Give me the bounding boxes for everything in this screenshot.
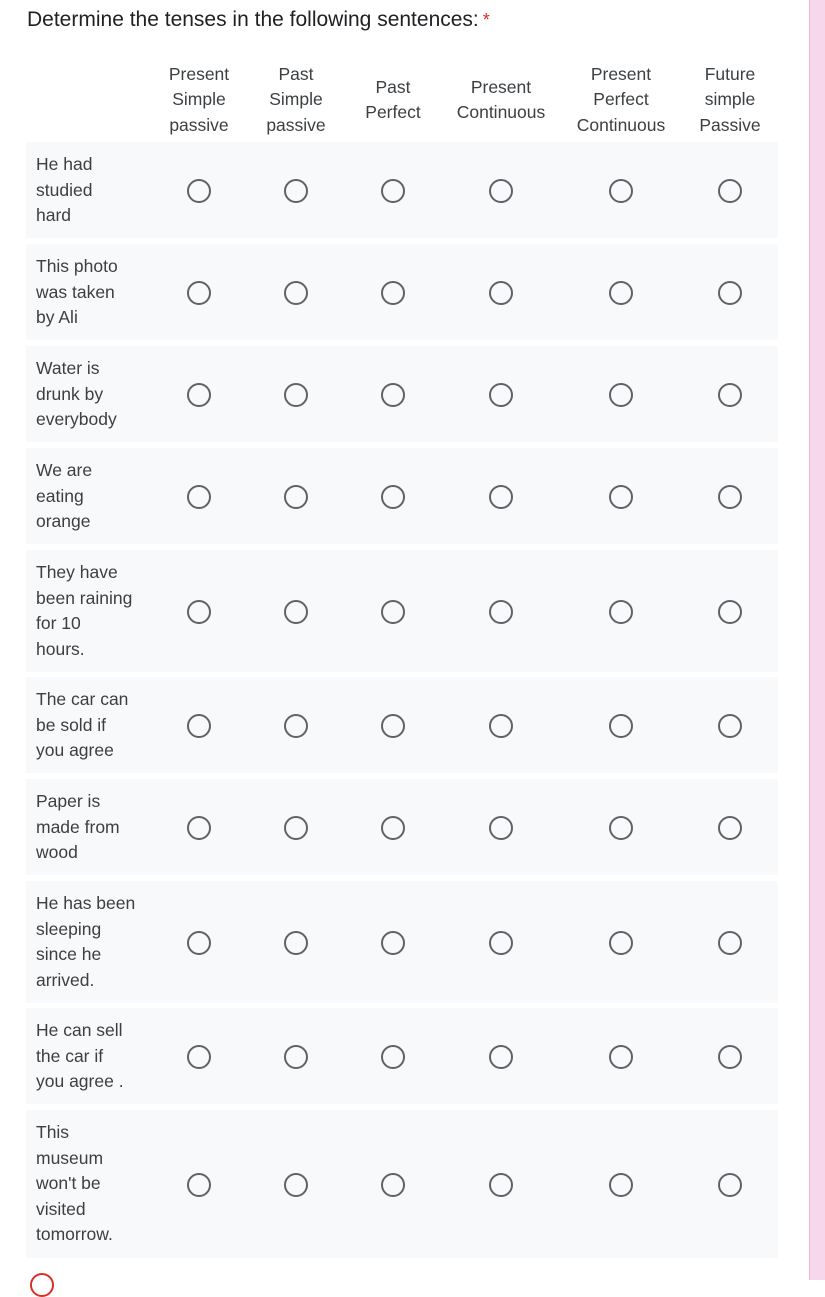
radio-button[interactable] [381,816,405,840]
radio-button[interactable] [381,179,405,203]
row-label-line: Water is [36,358,100,378]
row-label-line: hard [36,205,72,225]
radio-button[interactable] [718,1173,742,1197]
radio-button[interactable] [187,816,211,840]
radio-button[interactable] [489,281,513,305]
radio-button[interactable] [381,383,405,407]
row-label [36,152,144,229]
grid-row [26,1008,778,1104]
grid-row [26,881,778,1003]
radio-button[interactable] [609,485,633,509]
column-header-line: passive [169,114,229,135]
column-header-line: Past [375,76,411,97]
row-label-line: tomorrow. [36,1224,113,1244]
row-label-line: since he [36,944,102,964]
column-header-line: Perfect [365,102,421,122]
question-text: Determine the tenses in the following sentences: [27,8,479,31]
column-header [673,62,788,138]
row-label-line: was taken [36,281,115,302]
radio-button[interactable] [381,485,405,509]
radio-button[interactable] [489,816,513,840]
radio-button[interactable] [718,816,742,840]
row-label-line: everybody [36,409,117,429]
row-label-line: been raining [36,587,133,608]
column-header-line: Simple [172,89,226,110]
row-label [36,560,144,662]
column-header-label [457,75,546,126]
column-header-label [365,75,420,126]
radio-button[interactable] [489,1045,513,1069]
row-label-line: by Ali [36,307,78,327]
radio-button[interactable] [609,931,633,955]
radio-button[interactable] [489,714,513,738]
radio-button[interactable] [489,485,513,509]
column-header-line: Passive [699,114,761,135]
radio-button[interactable] [381,600,405,624]
radio-button[interactable] [609,600,633,624]
row-label-line: you agree [36,740,114,760]
column-header-label [266,62,325,139]
row-label-line: This photo [36,256,118,276]
column-header-line: Present [168,63,230,84]
row-label [36,687,144,764]
column-header-label [699,62,760,139]
row-label [36,789,144,866]
question-title [27,8,490,32]
radio-button[interactable] [187,281,211,305]
row-label-line: This [36,1122,70,1142]
column-header-line: Past [278,63,314,84]
grid-row [26,677,778,773]
row-label [36,1120,144,1248]
grid-row [26,448,778,544]
radio-button[interactable] [187,714,211,738]
radio-button[interactable] [489,383,513,407]
column-header-line: Continuous [576,114,666,135]
row-label-line: museum [36,1147,104,1168]
row-label [36,356,144,433]
radio-button[interactable] [284,1173,308,1197]
radio-button[interactable] [381,931,405,955]
radio-button[interactable] [284,600,308,624]
radio-button[interactable] [609,1173,633,1197]
row-label-line: you agree . [36,1071,124,1091]
radio-button[interactable] [284,714,308,738]
row-label-line: eating [36,485,84,506]
row-label-line: visited [36,1198,86,1219]
radio-button[interactable] [381,1045,405,1069]
radio-button[interactable] [489,600,513,624]
radio-button[interactable] [489,1173,513,1197]
radio-button[interactable] [718,485,742,509]
row-label-line: won't be [36,1173,101,1193]
column-header [336,62,451,138]
radio-button[interactable] [489,179,513,203]
row-label-line: studied [36,179,93,200]
row-label [36,458,144,535]
radio-button[interactable] [609,816,633,840]
grid-row [26,142,778,238]
row-label-line: wood [36,842,78,862]
radio-button[interactable] [609,179,633,203]
radio-button[interactable] [609,383,633,407]
grid-row [26,1110,778,1258]
row-label-line: arrived. [36,969,95,990]
row-label-line: made from [36,816,120,837]
row-label-line: the car if [36,1045,104,1066]
row-label-line: Paper is [36,791,101,811]
column-header-label [169,62,229,139]
radio-button[interactable] [718,179,742,203]
column-header-line: Present [590,63,652,84]
row-label [36,891,144,993]
radio-button[interactable] [718,600,742,624]
radio-button[interactable] [489,931,513,955]
row-label [36,254,144,331]
row-label-line: sleeping [36,918,102,939]
radio-button[interactable] [284,1045,308,1069]
radio-button[interactable] [284,281,308,305]
radio-button[interactable] [718,931,742,955]
radio-button[interactable] [381,281,405,305]
column-header [564,62,679,138]
row-label-line: He can sell [36,1020,123,1040]
radio-button[interactable] [381,1173,405,1197]
required-indicator: * [482,10,490,30]
radio-button[interactable] [609,281,633,305]
radio-button[interactable] [187,179,211,203]
row-label-line: The car can [36,689,129,709]
row-label-line: be sold if [36,714,107,735]
radio-button[interactable] [187,383,211,407]
side-panel-edge [809,0,825,1280]
grid-row [26,550,778,672]
grid-row [26,779,778,875]
grid-row [26,244,778,340]
radio-button[interactable] [187,485,211,509]
radio-button[interactable] [187,1173,211,1197]
radio-button[interactable] [284,816,308,840]
radio-button[interactable] [718,281,742,305]
row-label-line: hours. [36,638,85,659]
column-header-line: Present [470,76,532,97]
radio-button[interactable] [284,485,308,509]
radio-button[interactable] [718,383,742,407]
row-label-line: orange [36,511,91,531]
radio-button[interactable] [187,600,211,624]
radio-button[interactable] [187,931,211,955]
radio-button[interactable] [609,1045,633,1069]
radio-button[interactable] [609,714,633,738]
radio-button[interactable] [381,714,405,738]
row-label-line: drunk by [36,383,104,404]
radio-button[interactable] [284,383,308,407]
row-label-line: We are [36,460,93,480]
column-header-label [577,62,666,139]
radio-button[interactable] [187,1045,211,1069]
column-header-line: Simple [269,89,323,110]
radio-button[interactable] [284,931,308,955]
column-header [444,62,559,138]
row-label-line: He had [36,154,93,174]
row-label [36,1018,144,1095]
column-header-line: Future [704,63,756,84]
grid-row [26,346,778,442]
column-header-line: Continuous [456,102,546,122]
column-header-line: simple [704,89,756,110]
row-label-line: He has been [36,893,136,913]
radio-button[interactable] [718,1045,742,1069]
column-header-line: passive [266,114,326,135]
radio-button[interactable] [718,714,742,738]
column-header-line: Perfect [593,89,649,110]
row-label-line: They have [36,562,118,582]
radio-button[interactable] [284,179,308,203]
error-indicator-icon [30,1273,54,1297]
row-label-line: for 10 [36,613,81,633]
